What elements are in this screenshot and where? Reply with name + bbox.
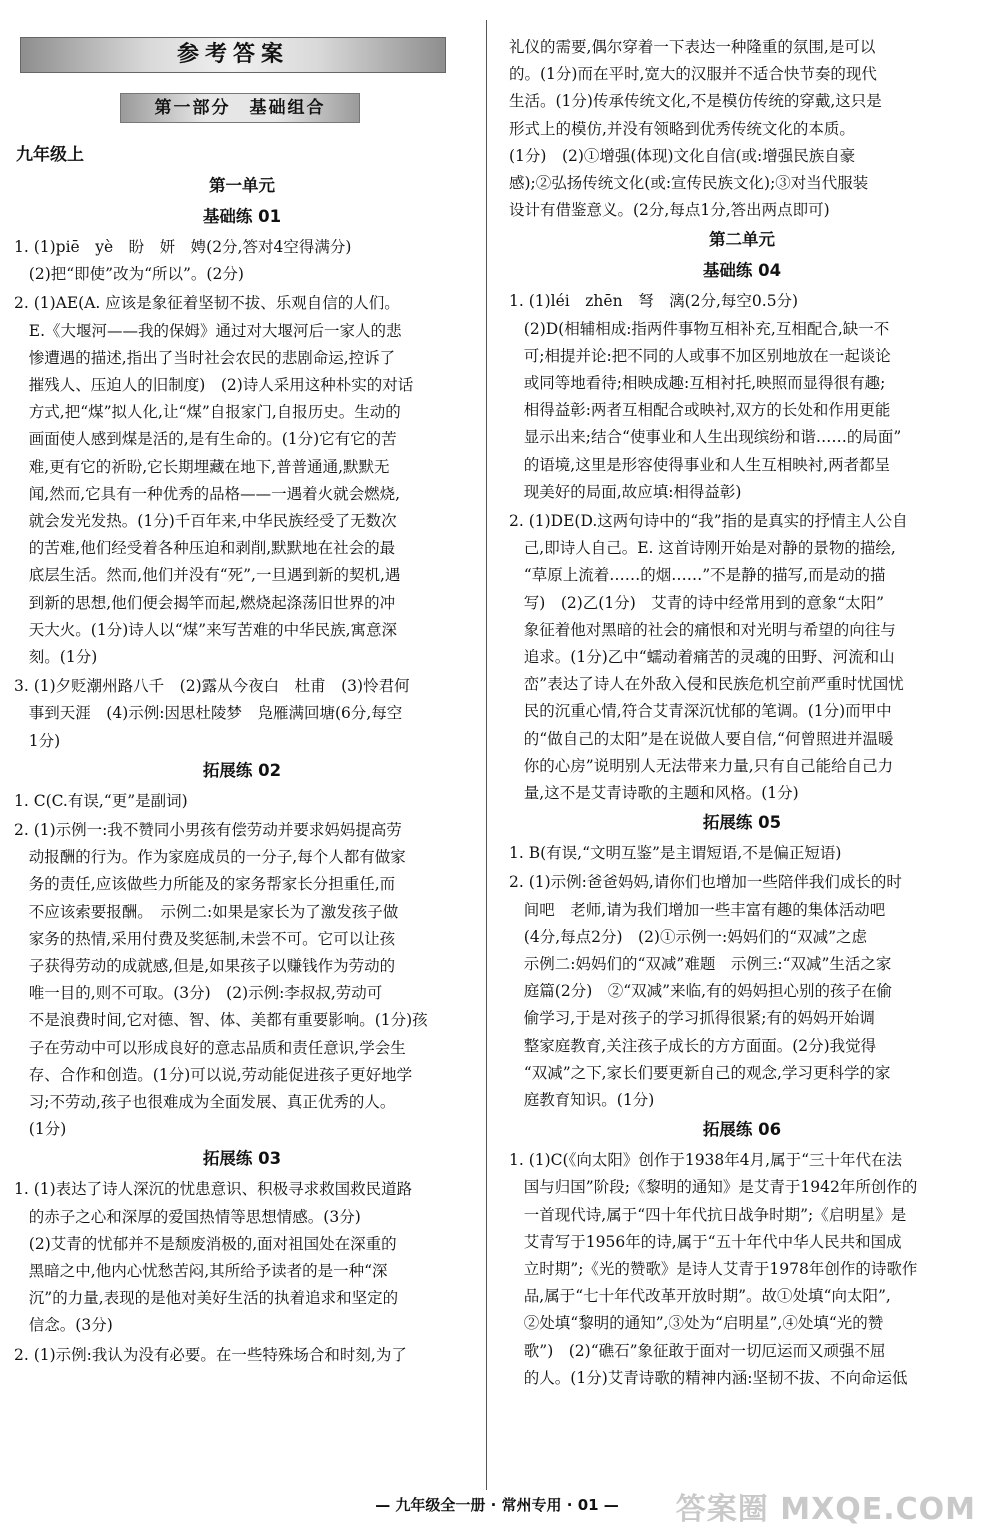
section-heading: 拓展练 03	[202, 1149, 282, 1169]
answer-paragraph: 1. (1)C(《向太阳》创作于1938年4月,属于“三十年代在法 国与归国”阶段;《黎明的通知》是艾青于1942年所创作的 一首现代诗,属于“四十年代抗日战争时期”;《启明星》是 艾青写于1956年的诗,属于“五十年代中华人民共和国成 立时期”;《光的赞歌》是诗人艾青于1978年创作的诗歌作 品,属于“七十年代改革开放时期”。故①处填“向太阳”, ②处填“黎明的通知”,③处为“启明星”,④处填“光的赞 歌”) (2)“礁石”象征敢于面对一切厄运而又顽强不屈 的人。(1分)艾青诗歌的精神内涵:坚韧不拔、不向命运低	[509, 1151, 918, 1387]
answer-paragraph: 2. (1)示例:我认为没有必要。在一些特殊场合和时刻,为了	[14, 1345, 407, 1364]
answer-paragraph: 1. (1)表达了诗人深沉的忧患意识、积极寻求救国救民道路 的赤子之心和深厚的爱国热情等思想情感。(3分) (2)艾青的忧郁并不是颓废消极的,面对祖国处在深重的 黑暗之中,他内心忧愁苦闷,其所给予读者的是一种“深 沉”的力量,表现的是他对美好生活的执着追求和坚定的 信念。(3分)	[14, 1180, 413, 1335]
answer-banner	[20, 37, 446, 73]
answer-paragraph: 2. (1)AE(A. 应该是象征着坚韧不拔、乐观自信的人们。 E.《大堰河——我的保姆》通过对大堰河后一家人的悲 惨遭遇的描述,指出了当时社会农民的悲剧命运,控诉了 摧残人、压迫人的旧制度) (2)诗人采用这种朴实的对话 方式,把“煤”拟人化,让“煤”自报家门,自报历史。生动的 画面使人感到煤是活的,是有生命的。(1分)它有它的苦 难,更有它的祈盼,它长期埋藏在地下,普普通通,默默无 闻,然而,它具有一种优秀的品格——一遇着火就会燃烧, 就会发光发热。(1分)千百年来,中华民族经受了无数次 的苦难,他们经受着各种压迫和剥削,默默地在社会的最 底层生活。然而,他们并没有“死”,一旦遇到新的契机,遇 到新的思想,他们便会揭竿而起,燃烧起涤荡旧世界的冲 天大火。(1分)诗人以“煤”来写苦难的中华民族,寓意深 刻。(1分)	[14, 294, 414, 667]
part-title: 第一部分 基础组合	[154, 98, 326, 118]
section-heading: 第一单元	[209, 176, 275, 195]
watermark-logo	[676, 1484, 976, 1528]
answer-paragraph: 2. (1)示例:爸爸妈妈,请你们也增加一些陪伴我们成长的时 间吧 老师,请为我们增加一些丰富有趣的集体活动吧 (4分,每点2分) (2)①示例一:妈妈们的“双减”之虑 示例二:妈妈们的“双减”难题 示例三:“双减”生活之家 庭篇(2分) ②“双减”来临,有的妈妈担心别的孩子在偷 偷学习,于是对孩子的学习抓得很紧;有的妈妈开始调 整家庭教育,关注孩子成长的方方面面。(2分)我觉得 “双减”之下,家长们要更新自己的观念,学习更科学的家 庭教育知识。(1分)	[509, 873, 902, 1110]
section-heading: 拓展练 06	[702, 1120, 782, 1140]
section-heading: 基础练 04	[702, 261, 782, 281]
section-heading: 拓展练 05	[702, 813, 782, 833]
section-heading: 第二单元	[709, 230, 775, 250]
answer-paragraph: 礼仪的需要,偶尔穿着一下表达一种隆重的氛围,是可以 的。(1分)而在平时,宽大的汉服并不适合快节奏的现代 生活。(1分)传承传统文化,不是模仿传统的穿戴,这只是 形式上的模仿,并没有领略到优秀传统文化的本质。 (1分) (2)①增强(体现)文化自信(或:增强民族自豪 感);②弘扬传统文化(或:宣传民族文化);③对当代服装 设计有借鉴意义。(2分,每点1分,答出两点即可)	[509, 38, 882, 220]
watermark-text: 答案圈 MXQE.COM	[675, 1492, 976, 1527]
answer-paragraph: 3. (1)夕贬潮州路八千 (2)露从今夜白 杜甫 (3)怜君何 事到天涯 (4)示例:因思杜陵梦 凫雁满回塘(6分,每空 1分)	[14, 677, 410, 750]
page-title: 参考答案	[176, 42, 289, 67]
section-heading: 拓展练 02	[202, 760, 282, 780]
answer-paragraph: 2. (1)DE(D.这两句诗中的“我”指的是真实的抒情主人公自 己,即诗人自己。E. 这首诗刚开始是对静的景物的描绘, “草原上流着……的烟……”不是静的描写,而是动的描 写) (2)乙(1分) 艾青的诗中经常用到的意象“太阳” 象征着他对黑暗的社会的痛恨和对光明与希望的向往与 追求。(1分)乙中“蠕动着痛苦的灵魂的田野、河流和山 峦”表达了诗人在外敌入侵和民族危机空前严重时忧国忧 民的沉重心情,符合艾青深沉忧郁的笔调。(1分)而甲中 的“做自己的太阳”是在说做人要自信,“何曾照进并温暖 你的心房”说明别人无法带来力量,只有自己能给自己力 量,这不是艾青诗歌的主题和风格。(1分)	[509, 512, 908, 803]
answer-paragraph: 1. C(C.有误,“更”是副词)	[14, 791, 188, 810]
section-heading: 基础练 01	[202, 207, 282, 226]
column-divider	[486, 20, 487, 1490]
answer-paragraph: 2. (1)示例一:我不赞同小男孩有偿劳动并要求妈妈提高劳 动报酬的行为。作为家庭成员的一分子,每个人都有做家 务的责任,应该做些力所能及的家务帮家长分担重任,而 不应该索要报酬。 示例二:如果是家长为了激发孩子做 家务的热情,采用付费及奖惩制,未尝不可。它可以让孩 子获得劳动的成就感,但是,如果孩子以赚钱作为劳动的 唯一目的,则不可取。(3分) (2)示例:李叔叔,劳动可 不是浪费时间,它对德、智、体、美都有重要影响。(1分)孩 子在劳动中可以形成良好的意志品质和责任意识,学会生 存、合作和创造。(1分)可以说,劳动能促进孩子更好地学 习;不劳动,孩子也很难成为全面发展、真正优秀的人。 (1分)	[14, 821, 428, 1139]
page-footer: — 九年级全一册 · 常州专用 · 01 —	[375, 1496, 619, 1514]
answer-paragraph: 1. B(有误,“文明互鉴”是主谓短语,不是偏正短语)	[509, 844, 842, 863]
answer-paragraph: 1. (1)léi zhēn 弩 漓(2分,每空0.5分) (2)D(相辅相成:指两件事物互相补充,互相配合,缺一不 可;相提并论:把不同的人或事不加区别地放在一起谈论 或同等地看待;相映成趣:互相衬托,映照而显得很有趣; 相得益彰:两者互相配合或映衬,双方的长处和作用更能 显示出来;结合“使事业和人生出现缤纷和谐……的局面” 的语境,这里是形容使得事业和人生互相映衬,两者都呈 现美好的局面,故应填:相得益彰)	[509, 292, 902, 501]
answer-paragraph: 1. (1)piē yè 盼 妍 娉(2分,答对4空得满分) (2)把“即使”改为“所以”。(2分)	[14, 238, 352, 284]
grade-heading: 九年级上	[16, 145, 84, 165]
part-banner	[120, 93, 360, 123]
